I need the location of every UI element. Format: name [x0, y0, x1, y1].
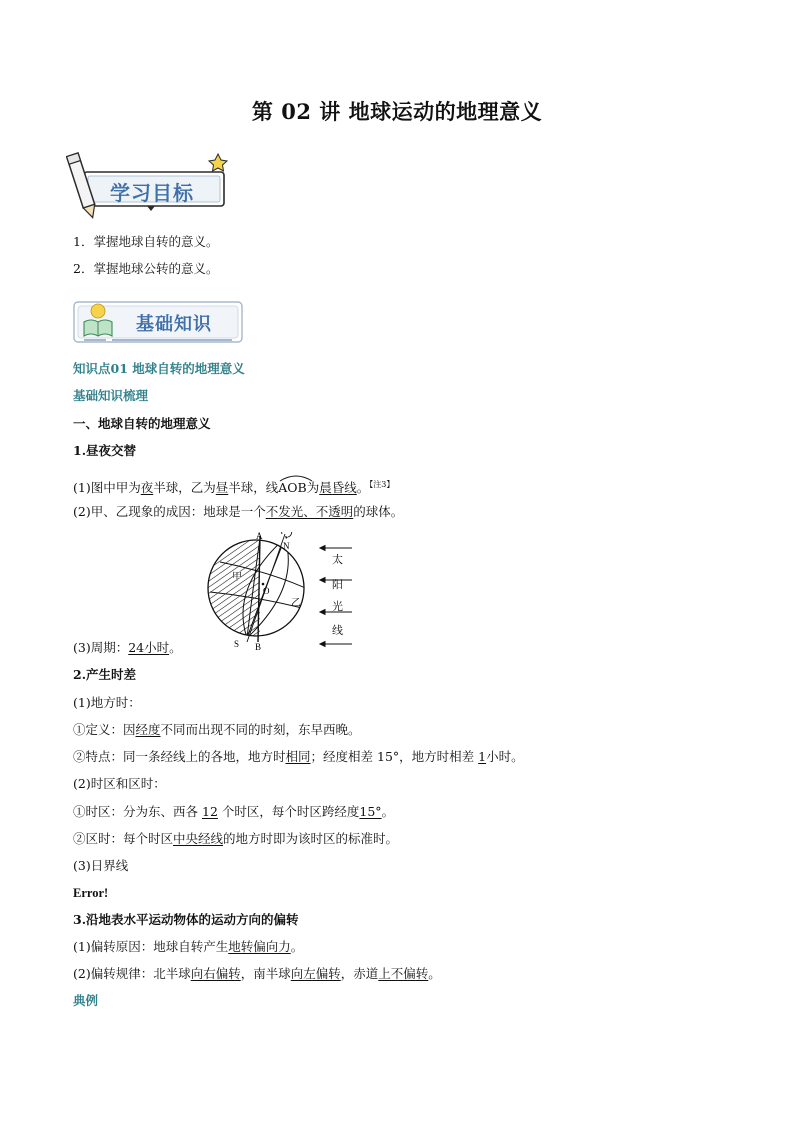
sunlight-char: 太 — [332, 553, 343, 566]
section-heading: 一、地球自转的地理意义 — [73, 416, 211, 431]
sunlight-char: 线 — [332, 624, 343, 637]
south-pole-label: S — [234, 639, 240, 649]
arc-mark-icon — [278, 474, 314, 482]
text-line: (3)周期：24小时。 — [73, 640, 182, 655]
item-heading: 1.昼夜交替 — [73, 443, 137, 458]
text-line: (1)地方时： — [73, 695, 141, 710]
goal-item: 2．掌握地球公转的意义。 — [73, 261, 219, 276]
jia-label: 甲 — [232, 572, 242, 583]
section-subheading: 基础知识梳理 — [73, 388, 149, 403]
text-line: (1)图中甲为夜半球，乙为昼半球，线 AOB为晨昏线。$^{【注3】}$ — [73, 477, 394, 496]
point-b-label: B — [255, 642, 262, 652]
text-line: (2)甲、乙现象的成因：地球是一个不发光、不透明的球体。 — [73, 504, 404, 519]
sunlight-char: 阳 — [332, 578, 343, 591]
sunlight-char: 光 — [332, 600, 343, 613]
arc-notation: AOB — [278, 480, 306, 496]
text-line: (3)日界线 — [73, 858, 129, 873]
text-line: ②特点：同一条经线上的各地，地方时相同；经度相差 15°，地方时相差 1小时。 — [73, 749, 524, 764]
knowledge-point-heading: 知识点01 地球自转的地理意义 — [73, 361, 245, 376]
north-pole-label: N — [283, 541, 290, 551]
learning-goals-label: 学习目标 — [110, 181, 194, 205]
basic-knowledge-label: 基础知识 — [136, 314, 212, 335]
text-line: (2)时区和区时： — [73, 776, 166, 791]
example-heading: 典例 — [73, 993, 99, 1008]
text-line: (1)偏转原因：地球自转产生地转偏向力。 — [73, 939, 304, 954]
page-title: 第 02 讲 地球运动的地理意义 — [251, 99, 543, 124]
yi-label: 乙 — [291, 598, 301, 609]
item-heading: 2.产生时差 — [73, 667, 137, 682]
center-o-label: O — [263, 586, 270, 596]
text-line: (2)偏转规律：北半球向右偏转，南半球向左偏转，赤道上不偏转。 — [73, 966, 441, 981]
text-line: ①定义：因经度不同而出现不同的时刻，东早西晚。 — [73, 722, 361, 737]
basic-knowledge-badge — [72, 296, 244, 352]
error-text: Error! — [73, 886, 109, 900]
point-a-label: A — [256, 532, 263, 541]
goal-item: 1．掌握地球自转的意义。 — [73, 234, 219, 249]
text-line: ②区时：每个时区中央经线的地方时即为该时区的标准时。 — [73, 831, 399, 846]
learning-goals-badge — [66, 148, 236, 220]
item-heading: 3.沿地表水平运动物体的运动方向的偏转 — [73, 912, 299, 927]
text-line: ①时区：分为东、西各 12 个时区，每个时区跨经度15°。 — [73, 804, 395, 819]
